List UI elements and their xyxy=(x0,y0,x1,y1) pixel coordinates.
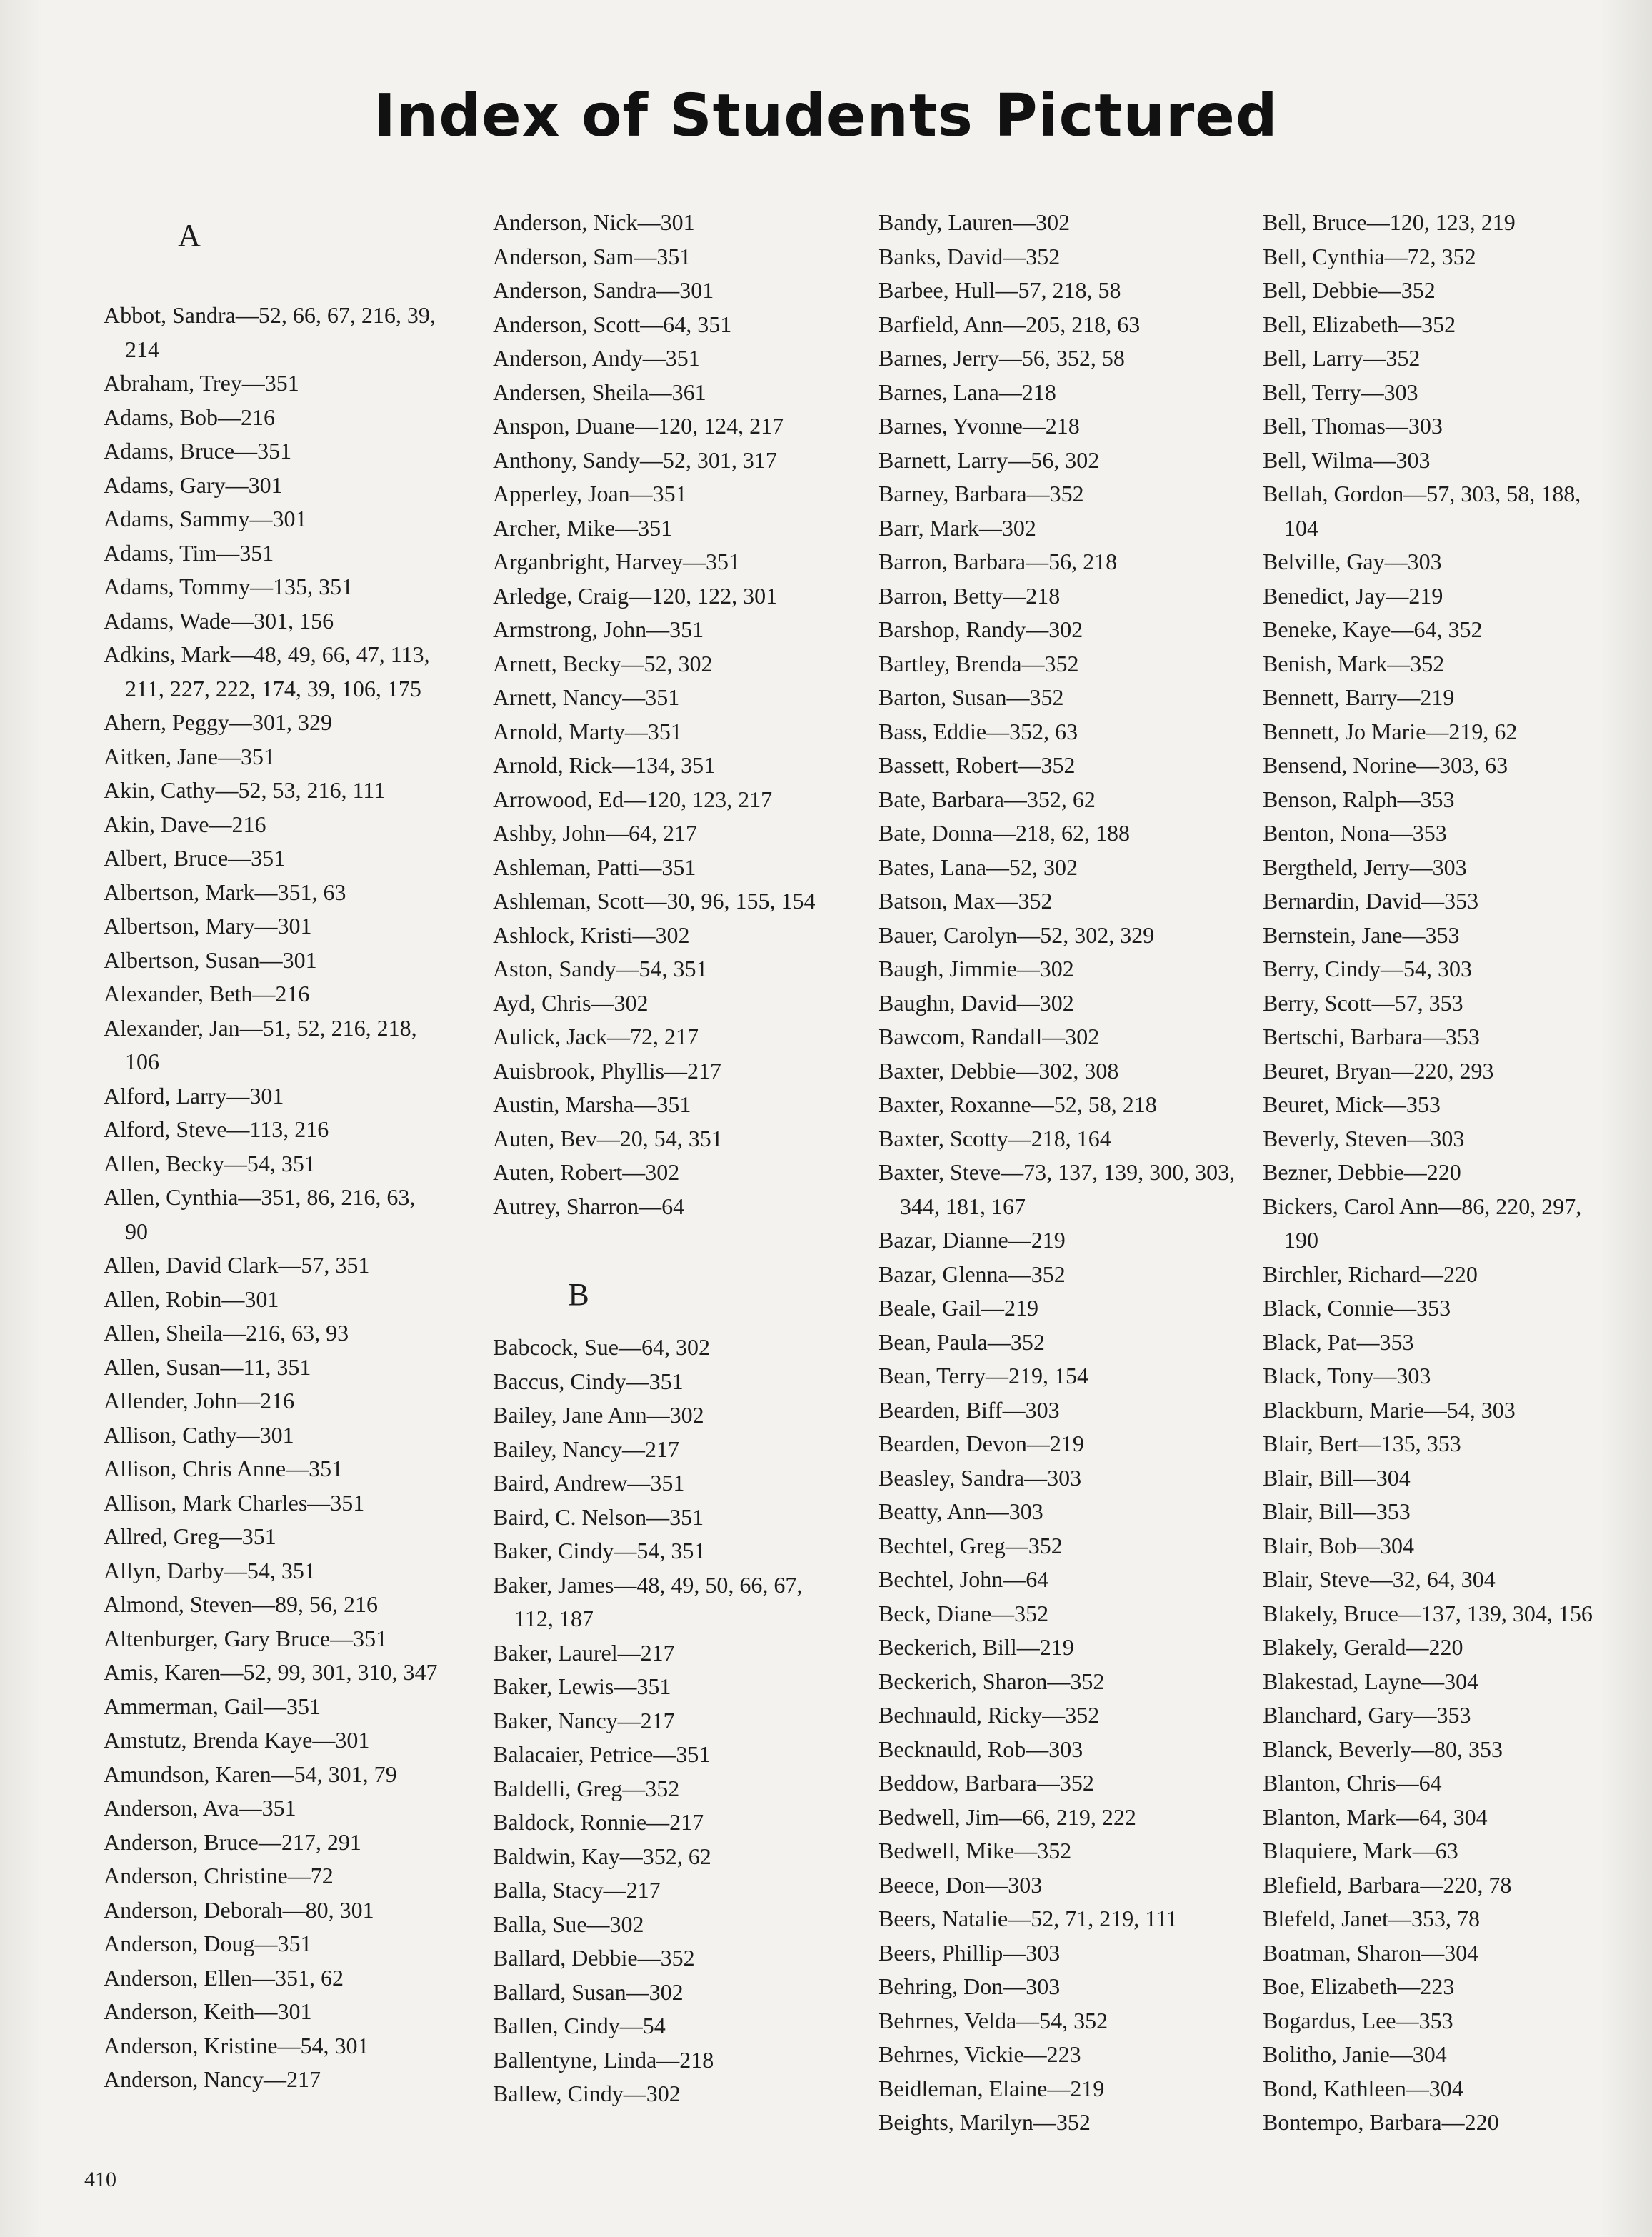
index-entry: Baccus, Cindy—351 xyxy=(493,1368,684,1394)
index-entry: Blefield, Barbara—220, 78 xyxy=(1263,1871,1512,1898)
index-entry: Beuret, Mick—353 xyxy=(1263,1091,1441,1117)
index-entry: Bickers, Carol Ann—86, 220, 297, 190 xyxy=(1263,1193,1582,1253)
index-entry: Allyn, Darby—54, 351 xyxy=(104,1557,316,1583)
index-entry: Allen, Sheila—216, 63, 93 xyxy=(104,1320,349,1346)
index-entry: Bell, Terry—303 xyxy=(1263,379,1418,405)
index-entry: Bell, Debbie—352 xyxy=(1263,277,1436,303)
index-entry: Abbot, Sandra—52, 66, 67, 216, 39, 214 xyxy=(104,302,436,362)
index-entry: Bate, Barbara—352, 62 xyxy=(878,786,1096,812)
index-entry: Bearden, Devon—219 xyxy=(878,1431,1084,1456)
index-entry: Arganbright, Harvey—351 xyxy=(493,549,740,574)
page-title: Index of Students Pictured xyxy=(374,82,1278,150)
index-entry: Almond, Steven—89, 56, 216 xyxy=(104,1591,378,1617)
index-entry: Bergtheld, Jerry—303 xyxy=(1263,854,1467,880)
index-entry: Bechtel, Greg—352 xyxy=(878,1532,1063,1558)
index-entry: Bandy, Lauren—302 xyxy=(878,209,1071,235)
index-entry: Bezner, Debbie—220 xyxy=(1263,1159,1461,1185)
index-entry: Anderson, Nancy—217 xyxy=(104,2066,321,2092)
index-entry: Blakely, Gerald—220 xyxy=(1263,1634,1463,1660)
index-entry: Baker, Nancy—217 xyxy=(493,1707,675,1733)
index-entry: Armstrong, John—351 xyxy=(493,616,704,642)
index-entry: Bate, Donna—218, 62, 188 xyxy=(878,820,1130,846)
index-entry: Akin, Cathy—52, 53, 216, 111 xyxy=(104,777,386,803)
index-entry: Anderson, Ava—351 xyxy=(104,1795,296,1821)
index-entry: Arnold, Marty—351 xyxy=(493,718,682,744)
index-entry: Baxter, Steve—73, 137, 139, 300, 303, 344, 181, 167 xyxy=(878,1159,1236,1219)
index-entry: Anthony, Sandy—52, 301, 317 xyxy=(493,446,777,473)
index-entry: Baxter, Scotty—218, 164 xyxy=(878,1125,1111,1151)
index-entry: Anderson, Sam—351 xyxy=(493,243,691,269)
index-entry: Adams, Bruce—351 xyxy=(104,438,292,464)
index-entry: Barbee, Hull—57, 218, 58 xyxy=(878,277,1121,303)
index-entry: Altenburger, Gary Bruce—351 xyxy=(104,1625,388,1651)
index-entry: Auisbrook, Phyllis—217 xyxy=(493,1057,722,1084)
entry-list xyxy=(104,299,439,2097)
index-entry: Black, Connie—353 xyxy=(1263,1295,1451,1321)
index-entry: Baldock, Ronnie—217 xyxy=(493,1809,704,1835)
entry-list xyxy=(493,1331,836,2111)
index-entry: Beatty, Ann—303 xyxy=(878,1498,1043,1524)
index-entry: Baxter, Roxanne—52, 58, 218 xyxy=(878,1091,1157,1117)
index-entry: Barfield, Ann—205, 218, 63 xyxy=(878,311,1141,337)
index-entry: Behrnes, Vickie—223 xyxy=(878,2041,1081,2067)
index-entry: Bean, Terry—219, 154 xyxy=(878,1363,1088,1388)
index-entry: Barr, Mark—302 xyxy=(878,514,1036,541)
index-entry: Adams, Wade—301, 156 xyxy=(104,607,334,634)
index-entry: Benish, Mark—352 xyxy=(1263,650,1445,676)
entry-list xyxy=(493,206,836,1223)
index-entry: Allen, Cynthia—351, 86, 216, 63, 90 xyxy=(104,1184,416,1244)
index-entry: Allen, Robin—301 xyxy=(104,1286,279,1312)
index-entry: Blair, Bob—304 xyxy=(1263,1532,1415,1558)
index-entry: Bernardin, David—353 xyxy=(1263,888,1479,914)
index-entry: Amstutz, Brenda Kaye—301 xyxy=(104,1727,370,1753)
section-heading-b: B xyxy=(568,1277,589,1312)
index-entry: Bennett, Barry—219 xyxy=(1263,684,1455,710)
index-entry: Alford, Steve—113, 216 xyxy=(104,1116,329,1142)
index-entry: Bennett, Jo Marie—219, 62 xyxy=(1263,718,1518,744)
index-entry: Beece, Don—303 xyxy=(878,1871,1043,1898)
index-entry: Anderson, Ellen—351, 62 xyxy=(104,1964,344,1991)
index-entry: Beck, Diane—352 xyxy=(878,1600,1049,1626)
index-entry: Banks, David—352 xyxy=(878,243,1061,269)
index-entry: Baughn, David—302 xyxy=(878,989,1074,1016)
index-entry: Arnett, Nancy—351 xyxy=(493,684,680,710)
index-entry: Barron, Betty—218 xyxy=(878,582,1061,609)
index-entry: Adams, Bob—216 xyxy=(104,404,275,430)
index-entry: Blair, Steve—32, 64, 304 xyxy=(1263,1566,1496,1592)
index-entry: Blefeld, Janet—353, 78 xyxy=(1263,1906,1480,1931)
index-entry: Adams, Gary—301 xyxy=(104,471,283,498)
index-entry: Beale, Gail—219 xyxy=(878,1295,1038,1321)
index-entry: Anderson, Christine—72 xyxy=(104,1863,334,1888)
index-column-1 xyxy=(104,206,439,2097)
index-entry: Baker, Laurel—217 xyxy=(493,1639,675,1666)
index-entry: Bedwell, Mike—352 xyxy=(878,1838,1072,1863)
index-entry: Baker, Cindy—54, 351 xyxy=(493,1538,706,1563)
index-entry: Bontempo, Barbara—220 xyxy=(1263,2109,1499,2135)
index-entry: Auten, Bev—20, 54, 351 xyxy=(493,1125,723,1151)
index-entry: Allison, Mark Charles—351 xyxy=(104,1489,365,1516)
index-entry: Bass, Eddie—352, 63 xyxy=(878,718,1078,744)
index-entry: Adkins, Mark—48, 49, 66, 47, 113, 211, 227, 222, 174, 39, 106, 175 xyxy=(104,641,430,701)
index-entry: Albertson, Mark—351, 63 xyxy=(104,879,346,905)
index-entry: Anderson, Deborah—80, 301 xyxy=(104,1896,374,1923)
index-entry: Alford, Larry—301 xyxy=(104,1082,284,1109)
index-entry: Ashby, John—64, 217 xyxy=(493,820,697,846)
index-entry: Ballew, Cindy—302 xyxy=(493,2081,681,2106)
index-entry: Bailey, Jane Ann—302 xyxy=(493,1402,704,1428)
index-entry: Becknauld, Rob—303 xyxy=(878,1736,1083,1762)
index-entry: Archer, Mike—351 xyxy=(493,514,673,541)
index-entry: Baxter, Debbie—302, 308 xyxy=(878,1057,1119,1084)
index-entry: Behring, Don—303 xyxy=(878,1973,1061,1999)
index-entry: Benton, Nona—353 xyxy=(1263,820,1447,846)
index-entry: Beddow, Barbara—352 xyxy=(878,1770,1094,1796)
index-entry: Allred, Greg—351 xyxy=(104,1523,276,1549)
index-entry: Ahern, Peggy—301, 329 xyxy=(104,709,332,735)
index-entry: Ballard, Debbie—352 xyxy=(493,1945,695,1971)
index-entry: Barney, Barbara—352 xyxy=(878,481,1084,506)
index-entry: Bertschi, Barbara—353 xyxy=(1263,1024,1480,1049)
index-entry: Alexander, Jan—51, 52, 216, 218, 106 xyxy=(104,1014,417,1074)
index-entry: Bell, Bruce—120, 123, 219 xyxy=(1263,209,1516,235)
index-entry: Ballen, Cindy—54 xyxy=(493,2013,666,2038)
index-entry: Blanchard, Gary—353 xyxy=(1263,1702,1471,1728)
index-entry: Akin, Dave—216 xyxy=(104,811,266,837)
index-entry: Bazar, Dianne—219 xyxy=(878,1227,1066,1253)
index-entry: Anderson, Andy—351 xyxy=(493,345,700,371)
index-entry: Bell, Cynthia—72, 352 xyxy=(1263,243,1476,269)
index-column-3 xyxy=(878,206,1236,2140)
index-entry: Bechtel, John—64 xyxy=(878,1566,1049,1592)
index-entry: Amundson, Karen—54, 301, 79 xyxy=(104,1761,397,1787)
index-entry: Allison, Cathy—301 xyxy=(104,1421,294,1448)
index-entry: Adams, Tim—351 xyxy=(104,539,274,566)
index-entry: Bond, Kathleen—304 xyxy=(1263,2075,1463,2101)
index-entry: Bechnauld, Ricky—352 xyxy=(878,1702,1100,1728)
index-entry: Beuret, Bryan—220, 293 xyxy=(1263,1057,1494,1084)
entry-list xyxy=(878,206,1236,2140)
index-entry: Ballard, Susan—302 xyxy=(493,1978,684,2005)
index-entry: Arrowood, Ed—120, 123, 217 xyxy=(493,786,773,812)
index-entry: Belville, Gay—303 xyxy=(1263,549,1442,574)
index-entry: Beights, Marilyn—352 xyxy=(878,2109,1091,2135)
entry-list xyxy=(1263,206,1620,2140)
index-entry: Berry, Cindy—54, 303 xyxy=(1263,956,1473,981)
index-entry: Austin, Marsha—351 xyxy=(493,1091,691,1117)
index-entry: Blanton, Chris—64 xyxy=(1263,1770,1442,1796)
index-entry: Beckerich, Bill—219 xyxy=(878,1634,1074,1660)
index-entry: Aitken, Jane—351 xyxy=(104,743,275,769)
index-entry: Allender, John—216 xyxy=(104,1388,295,1413)
index-entry: Blair, Bert—135, 353 xyxy=(1263,1431,1461,1456)
index-entry: Beverly, Steven—303 xyxy=(1263,1125,1465,1151)
index-entry: Barnes, Yvonne—218 xyxy=(878,413,1080,439)
index-entry: Alexander, Beth—216 xyxy=(104,981,310,1006)
index-entry: Bedwell, Jim—66, 219, 222 xyxy=(878,1803,1136,1830)
index-entry: Barnes, Jerry—56, 352, 58 xyxy=(878,345,1125,371)
index-entry: Albertson, Mary—301 xyxy=(104,913,312,939)
index-entry: Anderson, Kristine—54, 301 xyxy=(104,2032,369,2058)
page-number: 410 xyxy=(84,2168,116,2191)
index-entry: Albertson, Susan—301 xyxy=(104,946,317,973)
index-entry: Barnes, Lana—218 xyxy=(878,379,1056,405)
index-entry: Benson, Ralph—353 xyxy=(1263,786,1455,812)
index-entry: Bell, Wilma—303 xyxy=(1263,446,1431,473)
index-entry: Anderson, Bruce—217, 291 xyxy=(104,1828,361,1855)
index-entry: Bernstein, Jane—353 xyxy=(1263,921,1460,948)
index-entry: Beidleman, Elaine—219 xyxy=(878,2075,1105,2101)
index-entry: Baldelli, Greg—352 xyxy=(493,1775,680,1801)
index-entry: Baldwin, Kay—352, 62 xyxy=(493,1843,711,1869)
index-entry: Bogardus, Lee—353 xyxy=(1263,2007,1453,2033)
index-entry: Balacaier, Petrice—351 xyxy=(493,1741,711,1767)
index-entry: Baugh, Jimmie—302 xyxy=(878,956,1074,981)
index-entry: Arnold, Rick—134, 351 xyxy=(493,752,716,778)
index-entry: Barshop, Randy—302 xyxy=(878,616,1083,642)
index-entry: Birchler, Richard—220 xyxy=(1263,1261,1478,1287)
index-entry: Anderson, Doug—351 xyxy=(104,1931,312,1956)
index-entry: Balla, Sue—302 xyxy=(493,1911,644,1937)
index-entry: Bearden, Biff—303 xyxy=(878,1396,1060,1423)
index-entry: Beckerich, Sharon—352 xyxy=(878,1668,1105,1694)
index-entry: Boatman, Sharon—304 xyxy=(1263,1939,1479,1966)
index-entry: Anderson, Scott—64, 351 xyxy=(493,311,732,337)
index-entry: Blanton, Mark—64, 304 xyxy=(1263,1803,1488,1830)
index-entry: Baker, James—48, 49, 50, 66, 67, 112, 187 xyxy=(493,1571,803,1631)
index-entry: Allen, Susan—11, 351 xyxy=(104,1353,311,1380)
index-entry: Baker, Lewis—351 xyxy=(493,1673,671,1699)
index-entry: Batson, Max—352 xyxy=(878,888,1053,914)
index-entry: Abraham, Trey—351 xyxy=(104,370,299,396)
index-entry: Benedict, Jay—219 xyxy=(1263,582,1443,609)
index-entry: Albert, Bruce—351 xyxy=(104,845,286,871)
index-entry: Amis, Karen—52, 99, 301, 310, 347 xyxy=(104,1659,438,1685)
index-entry: Balla, Stacy—217 xyxy=(493,1877,661,1903)
index-entry: Bawcom, Randall—302 xyxy=(878,1024,1100,1049)
index-entry: Bellah, Gordon—57, 303, 58, 188, 104 xyxy=(1263,481,1581,541)
index-column-2 xyxy=(493,206,836,2111)
index-entry: Anderson, Sandra—301 xyxy=(493,277,714,303)
index-entry: Allison, Chris Anne—351 xyxy=(104,1456,344,1481)
index-entry: Adams, Sammy—301 xyxy=(104,506,307,531)
index-entry: Bell, Larry—352 xyxy=(1263,345,1421,371)
index-entry: Ashlock, Kristi—302 xyxy=(493,921,690,948)
index-entry: Beers, Phillip—303 xyxy=(878,1939,1061,1966)
index-entry: Blair, Bill—353 xyxy=(1263,1498,1411,1524)
index-entry: Berry, Scott—57, 353 xyxy=(1263,989,1463,1016)
index-entry: Black, Pat—353 xyxy=(1263,1328,1414,1355)
index-entry: Boe, Elizabeth—223 xyxy=(1263,1973,1455,1999)
index-entry: Anderson, Keith—301 xyxy=(104,1998,312,2024)
index-entry: Anderson, Nick—301 xyxy=(493,209,695,235)
index-entry: Black, Tony—303 xyxy=(1263,1363,1431,1388)
index-entry: Apperley, Joan—351 xyxy=(493,481,687,506)
index-entry: Beers, Natalie—52, 71, 219, 111 xyxy=(878,1906,1178,1931)
index-entry: Aulick, Jack—72, 217 xyxy=(493,1024,699,1049)
index-column-4 xyxy=(1263,206,1620,2140)
index-entry: Blackburn, Marie—54, 303 xyxy=(1263,1396,1516,1423)
index-entry: Bailey, Nancy—217 xyxy=(493,1436,679,1462)
index-entry: Bartley, Brenda—352 xyxy=(878,650,1079,676)
index-entry: Allen, Becky—54, 351 xyxy=(104,1150,316,1176)
index-entry: Allen, David Clark—57, 351 xyxy=(104,1252,370,1278)
index-entry: Barton, Susan—352 xyxy=(878,684,1064,710)
index-entry: Bean, Paula—352 xyxy=(878,1328,1045,1355)
index-entry: Ayd, Chris—302 xyxy=(493,989,649,1016)
index-entry: Bassett, Robert—352 xyxy=(878,752,1076,778)
index-entry: Baird, Andrew—351 xyxy=(493,1470,685,1496)
index-entry: Bensend, Norine—303, 63 xyxy=(1263,752,1508,778)
index-entry: Blaquiere, Mark—63 xyxy=(1263,1838,1458,1863)
index-entry: Baird, C. Nelson—351 xyxy=(493,1503,704,1530)
index-entry: Autrey, Sharron—64 xyxy=(493,1193,685,1219)
index-entry: Blakestad, Layne—304 xyxy=(1263,1668,1479,1694)
index-entry: Ashleman, Scott—30, 96, 155, 154 xyxy=(493,888,816,914)
index-entry: Ammerman, Gail—351 xyxy=(104,1693,321,1719)
index-entry: Bell, Thomas—303 xyxy=(1263,413,1443,439)
index-entry: Anspon, Duane—120, 124, 217 xyxy=(493,413,784,439)
index-entry: Blanck, Beverly—80, 353 xyxy=(1263,1736,1503,1762)
index-entry: Barnett, Larry—56, 302 xyxy=(878,446,1100,473)
section-heading-a: A xyxy=(178,218,201,253)
index-entry: Blakely, Bruce—137, 139, 304, 156 xyxy=(1263,1600,1593,1626)
index-entry: Andersen, Sheila—361 xyxy=(493,379,706,405)
index-entry: Arnett, Becky—52, 302 xyxy=(493,650,713,676)
index-entry: Bauer, Carolyn—52, 302, 329 xyxy=(878,921,1155,948)
index-entry: Adams, Tommy—135, 351 xyxy=(104,574,354,599)
index-entry: Ballentyne, Linda—218 xyxy=(493,2046,714,2073)
index-entry: Bell, Elizabeth—352 xyxy=(1263,311,1456,337)
index-entry: Arledge, Craig—120, 122, 301 xyxy=(493,582,778,609)
index-entry: Bates, Lana—52, 302 xyxy=(878,854,1078,880)
index-entry: Bolitho, Janie—304 xyxy=(1263,2041,1447,2067)
index-entry: Bazar, Glenna—352 xyxy=(878,1261,1066,1287)
index-entry: Auten, Robert—302 xyxy=(493,1159,680,1185)
index-entry: Barron, Barbara—56, 218 xyxy=(878,549,1118,574)
index-entry: Behrnes, Velda—54, 352 xyxy=(878,2007,1108,2033)
index-entry: Blair, Bill—304 xyxy=(1263,1464,1411,1491)
index-entry: Beneke, Kaye—64, 352 xyxy=(1263,616,1483,642)
index-entry: Ashleman, Patti—351 xyxy=(493,854,696,880)
index-entry: Aston, Sandy—54, 351 xyxy=(493,956,708,981)
index-entry: Babcock, Sue—64, 302 xyxy=(493,1334,710,1360)
index-entry: Beasley, Sandra—303 xyxy=(878,1464,1082,1491)
